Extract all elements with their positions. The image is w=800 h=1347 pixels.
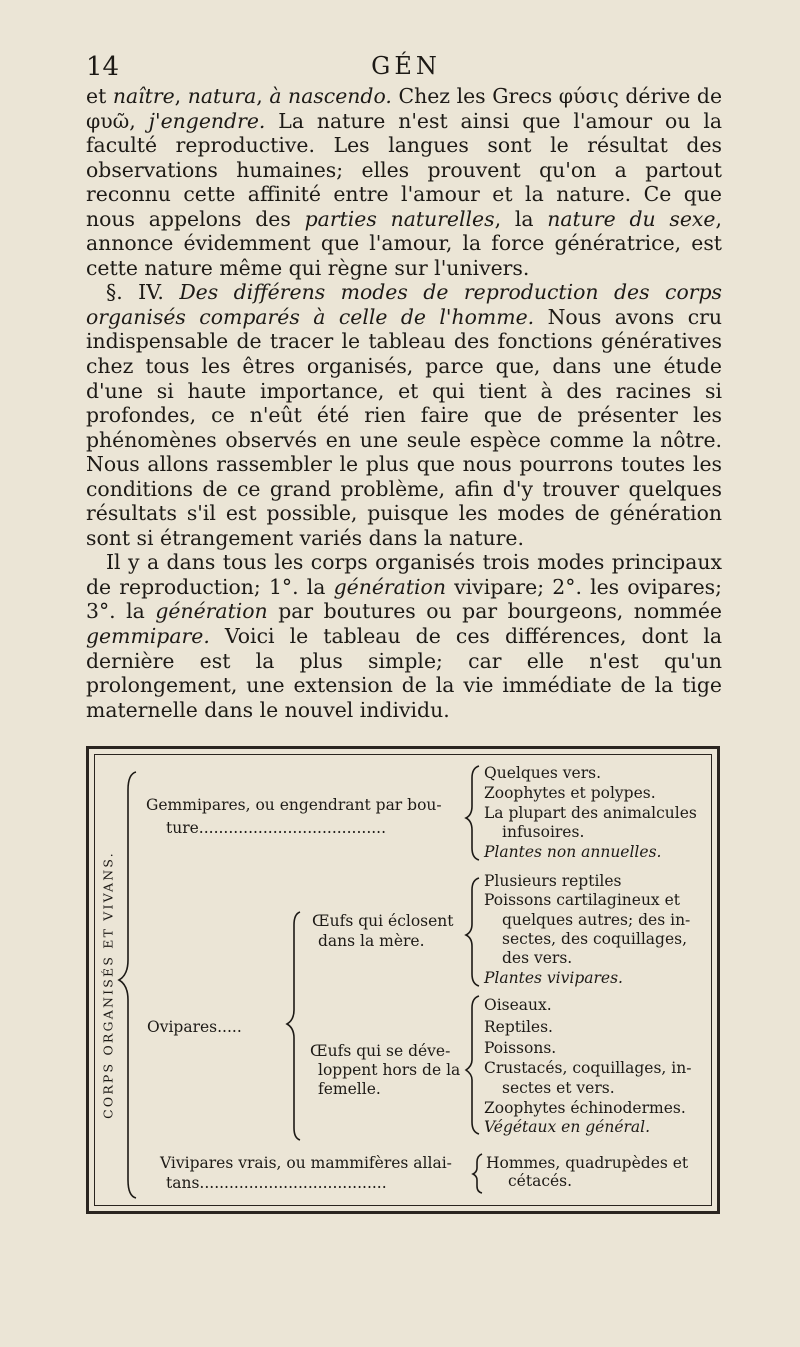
vivipares-line1: Vivipares vrais, ou mammifères allai- — [160, 1154, 452, 1172]
gemmipares-brace — [466, 766, 479, 860]
italic-run: parties naturelles — [304, 206, 495, 231]
ovipares-leader: ..... — [217, 1018, 242, 1036]
sub2-item: Végétaux en général. — [484, 1118, 651, 1136]
text-run: , — [256, 84, 270, 108]
sub2-item: Crustacés, coquillages, in- — [484, 1059, 692, 1077]
text-run: par boutures ou par bourgeons, nommée — [267, 599, 722, 624]
text-run: vivipare; 2°. les ovipares; 3°. la — [86, 574, 722, 624]
text-run: Il y a dans tous les corps organisés trois modes principaux de reproduction; 1°. la — [86, 550, 722, 599]
sub1-item: Plantes vivipares. — [484, 969, 623, 987]
gemmipares-item: Plantes non annuelles. — [484, 843, 662, 861]
sub2-item: sectes et vers. — [502, 1079, 615, 1097]
sub1-brace — [466, 878, 479, 986]
gemmipares-word: ture — [166, 819, 199, 837]
gemmipares-line2 — [166, 819, 386, 837]
text-run: Nous avons cru indispensable de tracer le tableau des fonctions génératives chez tous les êtres organisés, parce que, dans une étude d'une si haute importance, et qui tient à des racines si profondes, ce n'eût été rien faire que de présenter les phénomènes observés en une seule espèce comme la nôtre. Nous allons rassembler le plus que nous pourrons toutes les conditions de ce grand problème, afin d'y trouver quelques résultats s'il est possible, puisque les modes de génération sont si étrangement variés dans la nature. — [86, 304, 722, 550]
ovipares-brace — [287, 912, 300, 1140]
italic-run: nature du sexe — [547, 206, 716, 231]
italic-run: gemmipare. — [86, 624, 210, 649]
text-run: Voici le tableau de ces différences, dont la dernière est la plus simple; car elle n'est qu'un prolongement, une extension de la vie immédiate de la tige maternelle dans le nouvel individu. — [86, 624, 722, 722]
italic-run: génération — [333, 574, 446, 599]
ovipares-sub2-line2: loppent hors de la — [318, 1061, 461, 1079]
text-run: §. IV. — [106, 280, 180, 305]
sub1-item: sectes, des coquillages, — [502, 930, 688, 948]
vivipares-brace — [473, 1154, 482, 1193]
running-head: GÉN — [371, 52, 441, 80]
gemmipares-item: infusoires. — [502, 823, 585, 841]
sub2-item: Poissons. — [484, 1039, 557, 1057]
side-label-text: CORPS ORGANISÉS ET VIVANS. — [100, 851, 116, 1119]
ovipares-sub1-line2: dans la mère. — [318, 932, 425, 950]
sub1-item: Plusieurs reptiles — [484, 872, 622, 890]
vivipares-line2 — [166, 1174, 387, 1192]
italic-run: naître — [112, 84, 175, 108]
text-run: , annonce évidemment que l'amour, la force génératrice, est cette nature même qui règne sur l'univers. — [86, 206, 722, 280]
vivipares-word: tans — [166, 1174, 200, 1192]
ovipares-line — [147, 1018, 242, 1036]
text-run: , — [174, 84, 188, 108]
vivipares-item: cétacés. — [508, 1172, 573, 1190]
italic-run: à nascendo. — [269, 84, 392, 108]
ovipares-sub2-line3: femelle. — [318, 1080, 381, 1098]
sub2-item: Reptiles. — [484, 1018, 553, 1036]
sub2-brace — [466, 996, 479, 1134]
sub1-item: des vers. — [502, 949, 573, 967]
text-run: La nature n'est ainsi que l'amour ou la faculté reproductive. Les langues sont le résultat des observations humaines; elles prouvent qu'on a partout reconnu cette affinité entre l'amour et la nature. Ce que nous appelons des — [86, 108, 722, 231]
italic-run: génération — [155, 599, 268, 624]
sub1-item: quelques autres; des in- — [502, 911, 691, 929]
ovipares-sub1-line1: Œufs qui éclosent — [312, 912, 454, 930]
page-number: 14 — [86, 52, 120, 82]
sub2-item: Zoophytes échinodermes. — [484, 1099, 686, 1117]
gemmipares-item: Quelques vers. — [484, 764, 601, 782]
ovipares-label: Ovipares — [147, 1018, 218, 1036]
sub2-item: Oiseaux. — [484, 996, 552, 1014]
italic-run: Des différens modes de reproduction des corps organisés comparés à celle de l'homme. — [86, 280, 722, 329]
text-run: , la — [494, 206, 548, 231]
italic-run: j'engendre. — [148, 108, 266, 133]
vivipares-leader: ...................................... — [199, 1174, 387, 1192]
text-run: et — [86, 84, 113, 108]
main-brace — [119, 772, 136, 1198]
vivipares-item: Hommes, quadrupèdes et — [486, 1154, 689, 1172]
gemmipares-line1: Gemmipares, ou engendrant par bou- — [146, 796, 442, 814]
sub1-item: Poissons cartilagineux et — [484, 891, 680, 909]
gemmipares-item: La plupart des animalcules — [484, 804, 697, 822]
gemmipares-item: Zoophytes et polypes. — [484, 784, 656, 802]
text-run: Chez les Grecs φύσις dérive de φυῶ, — [86, 84, 723, 133]
ovipares-sub2-line1: Œufs qui se déve- — [310, 1042, 451, 1060]
italic-run: natura — [187, 84, 257, 108]
gemmipares-leader: ...................................... — [198, 819, 387, 837]
